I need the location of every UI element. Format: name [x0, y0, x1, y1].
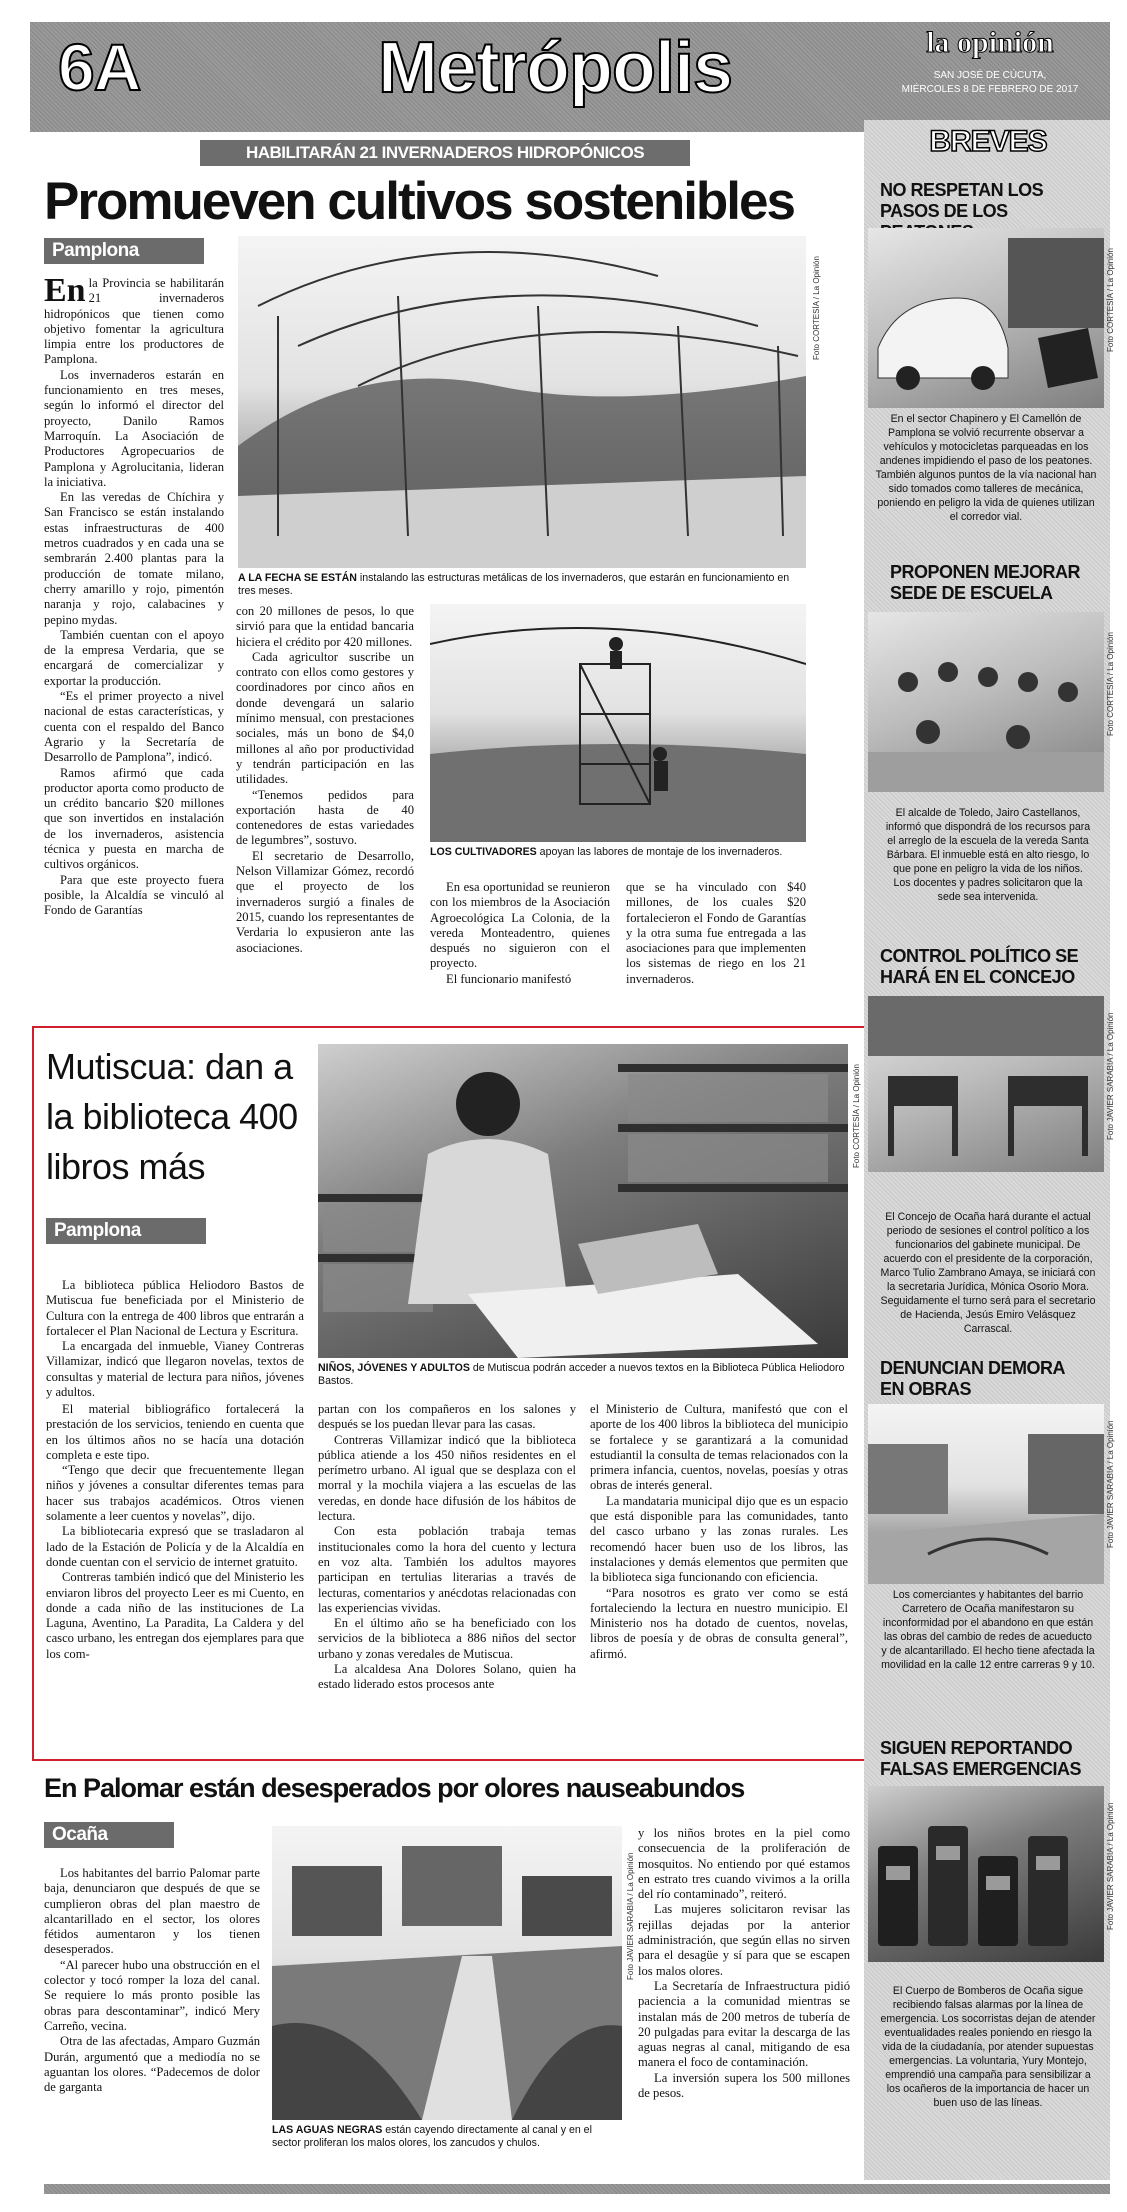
brief-title: SIGUEN REPORTANDO FALSAS EMERGENCIAS	[880, 1738, 1082, 1779]
story1-paragraph: que se ha vinculado con $40 millones, de los cuales $20 fortalecieron el Fondo de Garantías y la otra suma fue entregada a las asociaciones para que implementen los sistemas de riego en los 21 invernaderos.	[626, 880, 806, 986]
story1-paragraph: Los invernaderos estarán en funcionamiento en tres meses, según lo informó el director del proyecto, Danilo Ramos Marroquín. La Asociación de Productores Agropecuarios de Pamplona y Agrolucitania, lideran la iniciativa.	[44, 367, 224, 489]
caption-lead: NIÑOS, JÓVENES Y ADULTOS	[318, 1362, 470, 1374]
library-photo	[318, 1044, 848, 1358]
section-title: Metrópolis	[377, 28, 732, 108]
emergency-radios-photo	[868, 1786, 1104, 1962]
brief-title: CONTROL POLÍTICO SE HARÁ EN EL CONCEJO	[880, 946, 1079, 987]
story1-caption-1	[238, 572, 806, 598]
story2-column-3	[590, 1402, 848, 1748]
story2-paragraph: El material bibliográfico fortalecerá la prestación de los servicios, teniendo en cuenta que en los últimos años no se hacía una dotación completa e este tipo.	[46, 1402, 304, 1462]
story1-paragraph: “Es el primer proyecto a nivel nacional de estas características, y cuenta con el respaldo del Banco Agrario y la Secretaría de Desarrollo de Pamplona”, indicó.	[44, 689, 224, 765]
school-meeting-photo	[868, 612, 1104, 792]
brief-title: DENUNCIAN DEMORA EN OBRAS	[880, 1358, 1065, 1399]
brief-text: El Cuerpo de Bomberos de Ocaña sigue recibiendo falsas alarmas por la línea de emergencia. Los socorristas dejan de atender eventualidades reales poniendo en riesgo la vida de la ciudadanía, por atender supuestas emergencias. La voluntaria, Yury Montejo, emprendió una campaña para sensibilizar a los ocañeros de la importancia de hacer un buen uso de las líneas.	[880, 1985, 1096, 2109]
story3-paragraph: Otra de las afectadas, Amparo Guzmán Durán, argumentó que a mediodía no se aguantan los olores. “Padecemos de dolor de garganta	[44, 2034, 260, 2095]
story2-photo-credit: Foto CORTESÍA / La Opinión	[852, 1064, 861, 1168]
story3-headline: En Palomar están desesperados por olores nauseabundos	[44, 1773, 745, 1803]
story2-paragraph: Con esta población trabaja temas institucionales como la hora del cuento y lectura en voz alta. También los adultos mayores participan en tertulias literarias a través de lecturas, comentarios y anécdotas relacionadas con las experiencias vividas.	[318, 1524, 576, 1615]
story1-paragraph: Para que este proyecto fuera posible, la Alcaldía se vinculó al Fondo de Garantías	[44, 872, 224, 918]
brief-photo-credit: Foto JAVIER SARABIA / La Opinión	[1106, 1802, 1115, 1930]
story2-paragraph: La alcaldesa Ana Dolores Solano, quien ha estado liderado estos procesos ante	[318, 1662, 576, 1692]
story2-column-1	[46, 1402, 304, 1748]
story2-paragraph: Contreras Villamizar indicó que la biblioteca pública atiende a los 450 niños residentes en el perímetro urbano. Al igual que se desplaza con el morral y la mochila viajera a las escuelas de las veredas, en donde hace difusión de los hábitos de lectura.	[318, 1432, 576, 1524]
library-illustration	[318, 1044, 848, 1358]
story1-kicker: HABILITARÁN 21 INVERNADEROS HIDROPÓNICOS	[245, 143, 645, 162]
parked-cars-photo	[868, 228, 1104, 408]
caption-text: de Mutiscua podrán acceder a nuevos textos en la Biblioteca Pública Heliodoro Bastos.	[318, 1362, 845, 1387]
radios-illustration	[868, 1786, 1104, 1962]
story1-paragraph: En las veredas de Chíchira y San Francisco se están instalando estas infraestructuras de 400 metros cuadrados y en cada una se sembrarán 2.400 plantas para la producción de tomate milano, cherry amarillo y rojo, pimentón naranja y rojo, calabacines y pepino mydas.	[44, 490, 224, 627]
caption-lead: LOS CULTIVADORES	[430, 846, 537, 858]
canal-illustration	[272, 1826, 622, 2120]
story3-place-tag: Ocaña	[44, 1822, 174, 1848]
story2-paragraph: Contreras también indicó que del Ministerio les enviaron libros del proyecto Leer es mi Cuento, en donde a cada niño de las instituciones de La Laguna, Aventino, La Paradita, La Caldera y del casco urbano, les entregan dos ejemplares para que los com-	[46, 1570, 304, 1661]
brief-text: Los comerciantes y habitantes del barrio Carretero de Ocaña manifestaron su inconformidad por el abandono en que están las obras del cambio de redes de acueducto y de alcantarillado. El hecho tiene afectada la movilidad en la calle 12 entre carreras 9 y 10.	[881, 1589, 1095, 1671]
canal-photo	[272, 1826, 622, 2120]
story1-paragraph: “Tenemos pedidos para exportación hasta de 40 contenedores de estas variedades de legumbres”, sostuvo.	[236, 787, 414, 848]
brief-text: El Concejo de Ocaña hará durante el actual periodo de sesiones el control político a los funcionarios del gabinete municipal. De acuerdo con el presidente de la corporación, Marco Tulio Zambrano Amaya, se iniciará con la secretaria Jurídica, Mónica Osorio Mora. Seguidamente el turno será para el secretario de Hacienda, Jesús Emiro Velásquez Carrascal.	[880, 1211, 1096, 1335]
story3-caption	[272, 2124, 622, 2150]
story1-caption-2	[430, 846, 806, 859]
header-date: MIÉRCOLES 8 DE FEBRERO DE 2017	[901, 84, 1079, 95]
story2-paragraph: “Para nosotros es grato ver como se está fortaleciendo la lectura en nuestro municipio. El Ministerio nos ha dotado de cuentos, novelas, libros de poesía y de obras de consulta general”, afirmó.	[590, 1585, 848, 1661]
street-works-photo	[868, 1404, 1104, 1584]
street-works-illustration	[868, 1404, 1104, 1584]
story1-paragraph: También cuentan con el apoyo de la empresa Verdaria, que se encargará de comercializar y exportar la producción.	[44, 627, 224, 688]
caption-lead: A LA FECHA SE ESTÁN	[238, 572, 357, 584]
story1-place-tag: Pamplona	[44, 238, 204, 264]
story2-paragraph: el Ministerio de Cultura, manifestó que con el aporte de los 400 libros la biblioteca del municipio se fortalece y se garantizará a la comunidad estudiantil la consulta de temas relacionados con la primera infancia, cuentos, novelas, poesías y otras obras de interés general.	[590, 1402, 848, 1493]
page-number: 6A	[58, 30, 141, 104]
brief-photo-credit: Foto CORTESÍA / La Opinión	[1106, 632, 1115, 736]
brief-text: El alcalde de Toledo, Jairo Castellanos, informó que dispondrá de los recursos para el arreglo de la escuela de la vereda Santa Bárbara. El inmueble está en alto riesgo, lo que pone en peligro la vida de los niños. Los docentes y padres solicitaron que la sede sea intervenida.	[885, 807, 1091, 903]
story3-paragraph: La inversión supera los 500 millones de pesos.	[638, 2070, 850, 2101]
street-illustration	[868, 228, 1104, 408]
caption-lead: LAS AGUAS NEGRAS	[272, 2124, 383, 2136]
caption-text: están cayendo directamente al canal y en el sector proliferan los malos olores, los zancudos y chulos.	[272, 2124, 592, 2149]
meeting-illustration	[868, 612, 1104, 792]
story2-headline: Mutiscua: dan a la biblioteca 400 libros más	[46, 1046, 298, 1187]
story2-paragraph: La biblioteca pública Heliodoro Bastos de Mutiscua fue beneficiada por el Ministerio de Cultura con la entrega de 400 libros que entrarán a fortalecer el Plan Nacional de Lectura y Escritura.	[46, 1278, 304, 1338]
story2-paragraph: La bibliotecaria expresó que se trasladaron al lado de la Estación de Policía y de la Alcaldía en donde cuentan con el servicio de internet gratuito.	[46, 1524, 304, 1569]
scaffold-illustration	[430, 604, 806, 842]
story1-headline: Promueven cultivos sostenibles	[44, 172, 794, 231]
story2-caption	[318, 1362, 848, 1388]
brief-photo-credit: Foto JAVIER SARABIA / La Opinión	[1106, 1420, 1115, 1548]
story1-column-4	[626, 880, 806, 1000]
caption-text: instalando las estructuras metálicas de los invernaderos, que estarán en funcionamiento en tres meses.	[238, 572, 790, 597]
story2-paragraph: La encargada del inmueble, Vianey Contreras Villamizar, indicó que llegaron novelas, textos de consultas y material de lectura para niños, jóvenes y adultos.	[46, 1339, 304, 1400]
brief-photo-credit: Foto CORTESÍA / La Opinión	[1106, 248, 1115, 352]
council-chamber-photo	[868, 996, 1104, 1172]
story2-paragraph: partan con los compañeros en los salones y después se los puedan llevar para las casas.	[318, 1402, 576, 1432]
story1-paragraph: El funcionario manifestó	[446, 971, 572, 986]
story1-column-1	[44, 276, 224, 998]
caption-text: apoyan las labores de montaje de los invernaderos.	[536, 846, 783, 858]
story3-paragraph: y los niños brotes en la piel como consecuencia de la proliferación de mosquitos. No entiendo por qué estamos en estrato tres cuando vivimos a la orilla del río contaminado”, reiteró.	[638, 1826, 850, 1902]
workers-scaffold-photo	[430, 604, 806, 842]
story1-paragraph: El secretario de Desarrollo, Nelson Villamizar Gómez, recordó que el proyecto de los invernaderos surgió a finales de 2015, cuando los representantes de Verdaria lo expusieron ante las asociaciones.	[236, 848, 414, 955]
story2-paragraph: “Tengo que decir que frecuentemente llegan niños y jóvenes a consultar diferentes temas para hacer sus trabajos académicos. Otros vienen solamente a leer cuentos y novelas”, dijo.	[46, 1463, 304, 1524]
story2-intro	[46, 1278, 304, 1402]
story1-photo-credit: Foto CORTESÍA / La Opinión	[812, 256, 821, 360]
story3-paragraph: Los habitantes del barrio Palomar parte baja, denunciaron que después de que se cumplieron obras del plan maestro de alcantarillado en el sector, los olores fétidos aumentaron y los tienen desesperados.	[44, 1866, 260, 1957]
story3-column-3	[638, 1826, 850, 2178]
story2-paragraph: En el último año se ha beneficiado con los servicios de la biblioteca a 886 niños del sector urbano y zonas veredales de Mutiscua.	[318, 1616, 576, 1661]
story3-photo-credit: Foto JAVIER SARABIA / La Opinión	[626, 1852, 635, 1980]
story1-paragraph: Ramos afirmó que cada productor aporta como producto de un crédito bancario $20 millones que son invertidos en instalación de los invernaderos, asistencia técnica y puesta en marcha de cultivos orgánicos.	[44, 765, 224, 872]
story1-dropcap: En	[44, 276, 86, 309]
briefs-title: BREVES	[929, 125, 1047, 158]
story1-column-3	[430, 880, 610, 1000]
story3-paragraph: “Al parecer hubo una obstrucción en el colector y tocó romper la loza del canal. Se requiere lo más pronto posible las obras para descontaminar”, indicó Mery Carreño, vecina.	[44, 1957, 260, 2033]
brief-title: PROPONEN MEJORAR SEDE DE ESCUELA	[890, 562, 1081, 603]
story1-column-2	[236, 604, 414, 998]
greenhouse-structure-photo	[238, 236, 806, 568]
story1-paragraph: con 20 millones de pesos, lo que sirvió para que la entidad bancaria hiciera el crédito por 420 millones.	[236, 604, 414, 649]
story3-column-1	[44, 1866, 260, 2178]
greenhouse-structure-illustration	[238, 236, 806, 568]
story3-paragraph: Las mujeres solicitaron revisar las rejillas dejadas por la anterior administración, que según ellas no sirven para el desagüe y sí para que se escapen los malos olores.	[638, 1902, 850, 1978]
story1-paragraph: la Provincia se habilitarán 21 invernaderos hidropónicos que tienen como objetivo fomentar la agricultura limpia entre los productores de Pamplona.	[44, 276, 224, 367]
story3-paragraph: La Secretaría de Infraestructura pidió paciencia a la comunidad mientras se instalan más de 200 metros de tubería de 20 pulgadas para evitar la descarga de las aguas negras al canal, mitigando de esa manera el foco de contaminación.	[638, 1978, 850, 2070]
story2-place-tag: Pamplona	[46, 1218, 206, 1244]
brief-photo-credit: Foto JAVIER SARABIA / La Opinión	[1106, 1012, 1115, 1140]
story2-column-2	[318, 1402, 576, 1748]
header-location: SAN JOSÉ DE CÚCUTA,	[933, 70, 1047, 81]
footer-rule	[44, 2184, 1110, 2194]
story2-paragraph: La mandataria municipal dijo que es un espacio que está disponible para las comunidades, tanto del casco urbano y las zonas rurales. Les recomendó hacer buen uso de los libros, las instalaciones y demás elementos que permiten que la biblioteca siga funcionando con eficiencia.	[590, 1493, 848, 1585]
brief-title: NO RESPETAN LOS PASOS DE LOS	[880, 180, 1044, 221]
story1-paragraph: Cada agricultor suscribe un contrato con ellos como gestores y coordinadores por cinco años en donde devengará un salario mínimo mensual, con prestaciones sociales, más un bono de $4,0 millones al año por productividad y tendrán participación en las utilidades.	[236, 649, 414, 787]
brand-logo: la opinión	[926, 26, 1054, 59]
council-illustration	[868, 996, 1104, 1172]
brief-text: En el sector Chapinero y El Camellón de Pamplona se volvió recurrente observar a vehículos y motocicletas parqueadas en los andenes impidiendo el paso de los peatones. También algunos puntos de la vía nacional han sido tomados como talleres de mecánica, poniendo en peligro la vida de quienes utilizan el corredor vial.	[875, 413, 1097, 523]
story1-paragraph: En esa oportunidad se reunieron con los miembros de la Asociación Agroecológica La Colonia, de la vereda Monteadentro, quienes después no siguieron con el proyecto.	[430, 880, 610, 971]
